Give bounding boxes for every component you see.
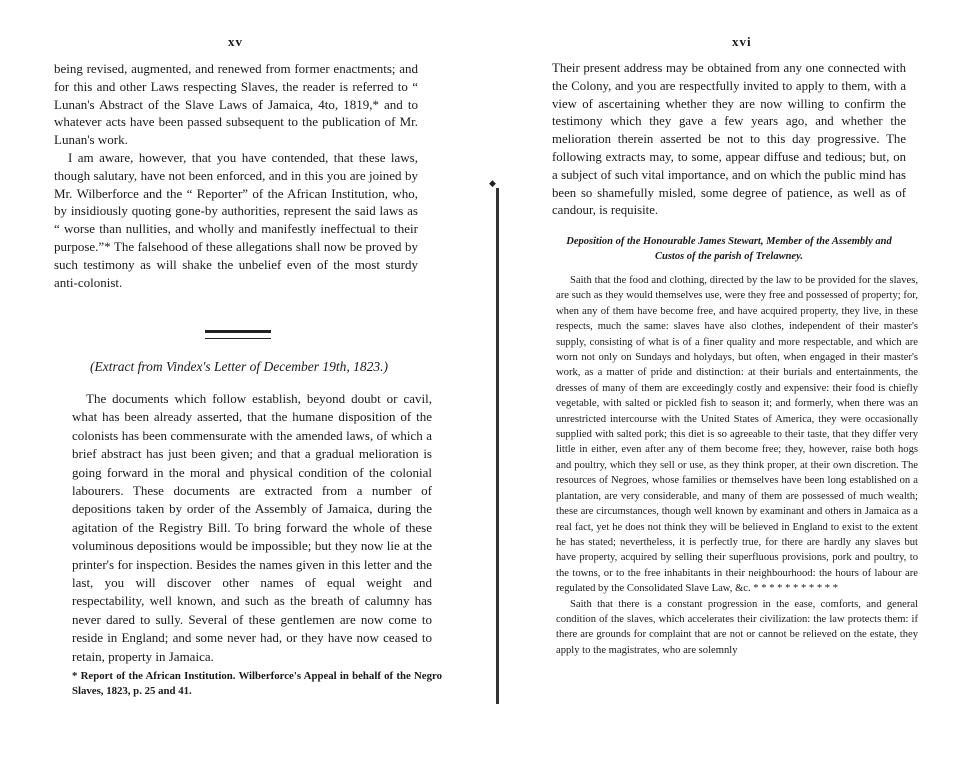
paragraph: I am aware, however, that you have contended, that these laws, though salutary, have not been enforced, and in this you are joined by Mr. Wilberforce and the “ Reporter” of the African Institution, who, by insidiously quoting gone-by authorities, represent the said laws as “ worse than nullities, and wholly and manifestly ineffectual to their purpose.”* The falsehood of these allegations shall now be proved by such testimony as will shake the unbelief even of the most sturdy anti-colonist. bbox=[54, 149, 418, 290]
extract-heading: (Extract from Vindex's Letter of December 19th, 1823.) bbox=[90, 359, 388, 374]
footnote: * Report of the African Institution. Wilberforce's Appeal in behalf of the Negro Slaves, 1823, p. 25 and 41. bbox=[72, 670, 442, 697]
deposition-heading: Deposition of the Honourable James Stewart, Member of the Assembly and Custos of the parish of Trelawney. bbox=[566, 236, 892, 262]
section-rule bbox=[205, 330, 271, 339]
paragraph: being revised, augmented, and renewed from former enactments; and for this and other Laws respecting Slaves, the reader is referred to “ Lunan's Abstract of the Slave Laws of Jamaica, 4to, 1819,* and to whatever acts have been passed subsequent to the publication of Mr. Lunan's work. bbox=[54, 61, 418, 148]
paragraph: Their present address may be obtained from any one connected with the Colony, and you are respectfully invited to apply to them, with a view of ascertaining whether they are now willing to confirm the testimony which they gave a few years ago, and whether the melioration therein asserted be not to this day progressive. The following extracts may, to some, appear diffuse and tedious; but, on a subject of such vital importance, and on which the public mind has been so shamefully misled, some degree of patience, as well as of candour, is requisite. bbox=[552, 61, 906, 218]
paragraph: The documents which follow establish, beyond doubt or cavil, what has been already asserted, that the humane disposition of the colonists has been commensurate with the amended laws, of which a brief abstract has just been given; and that a gradual melioration is going forward in the moral and physical condition of the colonial labourers. These documents are extracted from a number of depositions taken by order of the Assembly of Jamaica, during the agitation of the Registry Bill. To bring forward the whole of these voluminous depositions would be impossible; but they now lie at the printer's for inspection. Besides the names given in this letter and the last, you will discover other names of equal weight and respectability, well known, and such as the breath of calumny has never dared to sully. Several of these gentlemen are now come to reside in England; and some never had, or they have now ceased to retain, property in Jamaica. bbox=[72, 391, 432, 664]
paragraph: Saith that there is a constant progression in the ease, comforts, and general condition of the slaves, which accelerates their civilization: the law protects them: if there are grounds for complaint that are not or cannot be relieved on the estate, they apply to the magistrates, who are solemnly bbox=[556, 598, 918, 656]
left-body-text bbox=[54, 60, 418, 291]
deposition-body-text bbox=[556, 273, 918, 658]
page-number: xv bbox=[228, 34, 243, 49]
page-number: xvi bbox=[732, 34, 752, 49]
right-body-text bbox=[552, 60, 906, 220]
paragraph: Saith that the food and clothing, directed by the law to be provided for the slaves, are such as they would themselves use, were they free and possessed of property; for, when any of them have become free, and have acquired property, they live, in these respects, much the same: slaves have also clothes, independent of their master's supply, consisting of what is of a finer quality and more respectable, and which are worn not only on Sundays and holydays, but often, when engaged in their master's work, as a matter of pride and distinction: at their burials and entertainments, the dresses of many of them are exceedingly costly and expensive: their food is chiefly vegetable, with salted or pickled fish to season it; and formerly, when there was an unrestricted intercourse with the United States of America, they were occasionally supplied with salted pork; this diet is so agreeable to their taste, that they differ very little in either, even after any of them become free; they, however, raise both hogs and poultry, which they sell or use, as they think proper, at their own discretion. The resources of Negroes, whose families or themselves have been long established on a plantation, are very considerable, and many of them are possessed of much wealth; these are circumstances, though well known by examinant and others in Jamaica as a real fact, yet he does not think they will be believed in England to exist to the extent he has stated; nevertheless, it is perfectly true, for there are hardly any slaves but have property, acquired by selling their superfluous provisions, pork and poultry, to the towns, or to the free inhabitants in their neighbourhood: the hours of labour are regulated by the Consolidated Slave Law, &c. * * * * * * * * * * * bbox=[556, 275, 918, 595]
gutter-mark: ◆ bbox=[489, 178, 496, 188]
extract-body-text bbox=[72, 390, 432, 666]
